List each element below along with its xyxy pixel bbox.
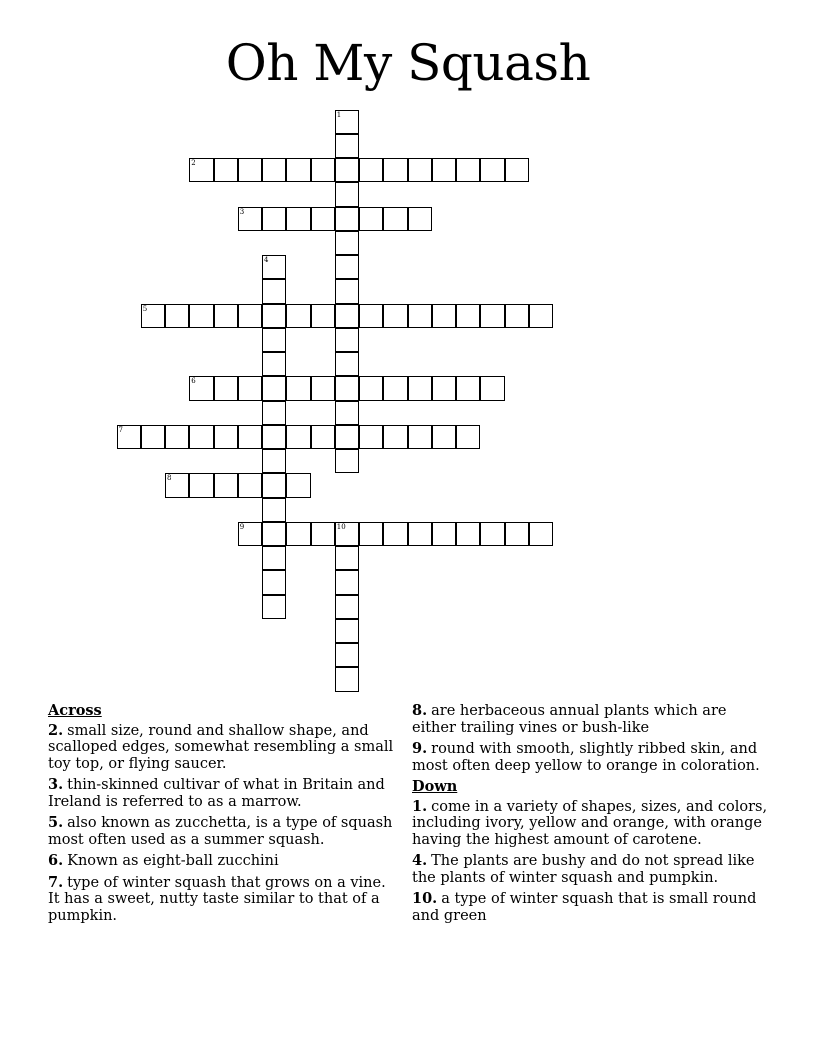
grid-cell[interactable] [286, 376, 310, 400]
grid-cell[interactable] [480, 522, 504, 546]
grid-cell[interactable] [480, 304, 504, 328]
grid-cell[interactable] [262, 546, 286, 570]
grid-cell[interactable] [335, 546, 359, 570]
clue-number: 1. [412, 797, 428, 815]
down-clue [412, 891, 774, 924]
grid-cell[interactable] [335, 667, 359, 691]
grid-cell[interactable] [262, 304, 286, 328]
grid-cell[interactable] [286, 425, 310, 449]
grid-cell[interactable] [335, 619, 359, 643]
grid-cell[interactable] [165, 473, 189, 497]
cell-number: 4 [264, 256, 269, 264]
clue-number: 8. [412, 702, 428, 719]
grid-cell[interactable] [262, 401, 286, 425]
grid-cell[interactable] [189, 376, 213, 400]
grid-cell[interactable] [432, 304, 456, 328]
grid-cell[interactable] [189, 425, 213, 449]
grid-cell[interactable] [262, 255, 286, 279]
clue-text: type of winter squash that grows on a vine. It has a sweet, nutty taste similar to that of a pumpkin. [48, 874, 386, 924]
grid-cell[interactable] [262, 158, 286, 182]
grid-cell[interactable] [262, 352, 286, 376]
grid-cell[interactable] [189, 304, 213, 328]
grid-cell[interactable] [189, 158, 213, 182]
grid-cell[interactable] [383, 304, 407, 328]
grid-cell[interactable] [262, 498, 286, 522]
grid-cell[interactable] [238, 207, 262, 231]
grid-cell[interactable] [456, 425, 480, 449]
grid-cell[interactable] [335, 570, 359, 594]
grid-cell[interactable] [141, 304, 165, 328]
grid-cell[interactable] [408, 522, 432, 546]
page-title: Oh My Squash [225, 34, 591, 92]
grid-cell[interactable] [311, 522, 335, 546]
grid-cell[interactable] [359, 207, 383, 231]
clue-text: come in a variety of shapes, sizes, and colors, including ivory, yellow and orange, with orange having the highest amount of carotene. [412, 798, 768, 848]
clue-number: 5. [48, 814, 64, 831]
down-clue [412, 853, 774, 886]
grid-cell[interactable] [529, 304, 553, 328]
grid-cell[interactable] [480, 376, 504, 400]
clue-text: round with smooth, slightly ribbed skin, and most often deep yellow to orange in coloration. [412, 741, 760, 774]
grid-cell[interactable] [408, 158, 432, 182]
grid-cell[interactable] [262, 425, 286, 449]
grid-cell[interactable] [238, 473, 262, 497]
across-clue [412, 741, 774, 774]
cell-number: 3 [239, 207, 245, 216]
clue-number: 7. [48, 873, 64, 891]
grid-cell[interactable] [262, 279, 286, 303]
across-heading: Across [48, 702, 102, 719]
grid-cell[interactable] [286, 473, 310, 497]
grid-cell[interactable] [359, 304, 383, 328]
grid-cell[interactable] [311, 207, 335, 231]
grid-cell[interactable] [505, 304, 529, 328]
grid-cell[interactable] [480, 158, 504, 182]
grid-cell[interactable] [238, 425, 262, 449]
clue-text: are herbaceous annual plants which are either trailing vines or bush-like [412, 703, 727, 736]
clue-number: 4. [412, 852, 428, 869]
grid-cell[interactable] [214, 158, 238, 182]
down-clue [412, 799, 774, 849]
grid-cell[interactable] [141, 425, 165, 449]
grid-cell[interactable] [529, 522, 553, 546]
grid-cell[interactable] [335, 376, 359, 400]
grid-cell[interactable] [383, 158, 407, 182]
grid-cell[interactable] [335, 207, 359, 231]
grid-cell[interactable] [262, 570, 286, 594]
grid-cell[interactable] [335, 158, 359, 182]
grid-cell[interactable] [262, 328, 286, 352]
grid-cell[interactable] [165, 425, 189, 449]
grid-cell[interactable] [262, 595, 286, 619]
grid-cell[interactable] [408, 304, 432, 328]
cell-number: 7 [118, 425, 123, 434]
cell-number: 10 [336, 522, 346, 531]
across-clue [48, 853, 400, 870]
grid-cell[interactable] [286, 207, 310, 231]
grid-cell[interactable] [335, 304, 359, 328]
grid-cell[interactable] [383, 376, 407, 400]
grid-cell[interactable] [311, 425, 335, 449]
grid-cell[interactable] [335, 522, 359, 546]
grid-cell[interactable] [335, 643, 359, 667]
cell-number: 8 [167, 474, 172, 483]
grid-cell[interactable] [335, 328, 359, 352]
grid-cell[interactable] [408, 207, 432, 231]
cell-number: 9 [239, 522, 245, 531]
grid-cell[interactable] [165, 304, 189, 328]
clue-number: 6. [48, 852, 64, 869]
cell-number: 1 [336, 110, 342, 119]
across-clue [48, 777, 400, 810]
across-clue [48, 875, 400, 925]
grid-cell[interactable] [335, 595, 359, 619]
grid-cell[interactable] [335, 401, 359, 425]
across-clue [412, 703, 774, 736]
grid-cell[interactable] [359, 522, 383, 546]
grid-cell[interactable] [456, 158, 480, 182]
grid-cell[interactable] [408, 376, 432, 400]
clue-text: small size, round and shallow shape, and scalloped edges, somewhat resembling a small toy top, or flying saucer. [48, 722, 394, 772]
grid-cell[interactable] [335, 352, 359, 376]
grid-cell[interactable] [383, 522, 407, 546]
clue-text: a type of winter squash that is small round and green [412, 891, 757, 924]
grid-cell[interactable] [505, 158, 529, 182]
grid-cell[interactable] [262, 376, 286, 400]
grid-cell[interactable] [505, 522, 529, 546]
grid-cell[interactable] [383, 425, 407, 449]
grid-cell[interactable] [311, 158, 335, 182]
grid-cell[interactable] [335, 182, 359, 206]
grid-cell[interactable] [262, 473, 286, 497]
grid-cell[interactable] [311, 304, 335, 328]
grid-cell[interactable] [238, 158, 262, 182]
grid-cell[interactable] [335, 279, 359, 303]
grid-cell[interactable] [311, 376, 335, 400]
clue-text: thin-skinned cultivar of what in Britain and Ireland is referred to as a marrow. [48, 777, 385, 810]
grid-cell[interactable] [238, 376, 262, 400]
grid-cell[interactable] [286, 304, 310, 328]
grid-cell[interactable] [359, 158, 383, 182]
cell-number: 2 [191, 159, 196, 167]
grid-cell[interactable] [432, 158, 456, 182]
grid-cell[interactable] [335, 255, 359, 279]
clue-number: 3. [48, 776, 64, 793]
across-clue [48, 723, 400, 773]
cell-number: 5 [142, 304, 148, 313]
grid-cell[interactable] [238, 522, 262, 546]
grid-cell[interactable] [432, 522, 456, 546]
clues-right-column [412, 703, 774, 929]
grid-cell[interactable] [214, 425, 238, 449]
grid-cell[interactable] [262, 449, 286, 473]
clues-left-column [48, 703, 400, 929]
grid-cell[interactable] [383, 207, 407, 231]
grid-cell[interactable] [456, 376, 480, 400]
grid-cell[interactable] [214, 473, 238, 497]
grid-cell[interactable] [262, 522, 286, 546]
grid-cell[interactable] [359, 376, 383, 400]
grid-cell[interactable] [432, 425, 456, 449]
clue-number: 9. [412, 740, 428, 757]
grid-cell[interactable] [456, 304, 480, 328]
grid-cell[interactable] [408, 425, 432, 449]
grid-cell[interactable] [286, 522, 310, 546]
grid-cell[interactable] [117, 425, 141, 449]
grid-cell[interactable] [359, 425, 383, 449]
grid-cell[interactable] [335, 110, 359, 134]
down-heading: Down [412, 778, 458, 795]
clue-number: 2. [48, 721, 64, 739]
clue-text: Known as eight-ball zucchini [67, 853, 279, 869]
grid-cell[interactable] [262, 207, 286, 231]
grid-cell[interactable] [335, 449, 359, 473]
cell-number: 6 [191, 377, 196, 386]
grid-cell[interactable] [456, 522, 480, 546]
grid-cell[interactable] [286, 158, 310, 182]
across-clue [48, 815, 400, 848]
grid-cell[interactable] [335, 134, 359, 158]
grid-cell[interactable] [335, 231, 359, 255]
grid-cell[interactable] [335, 425, 359, 449]
grid-cell[interactable] [214, 304, 238, 328]
grid-cell[interactable] [189, 473, 213, 497]
grid-cell[interactable] [214, 376, 238, 400]
grid-cell[interactable] [432, 376, 456, 400]
clue-number: 10. [412, 890, 438, 907]
clue-text: The plants are bushy and do not spread like the plants of winter squash and pumpkin. [412, 853, 755, 886]
grid-cell[interactable] [238, 304, 262, 328]
clue-text: also known as zucchetta, is a type of squash most often used as a summer squash. [48, 815, 393, 848]
